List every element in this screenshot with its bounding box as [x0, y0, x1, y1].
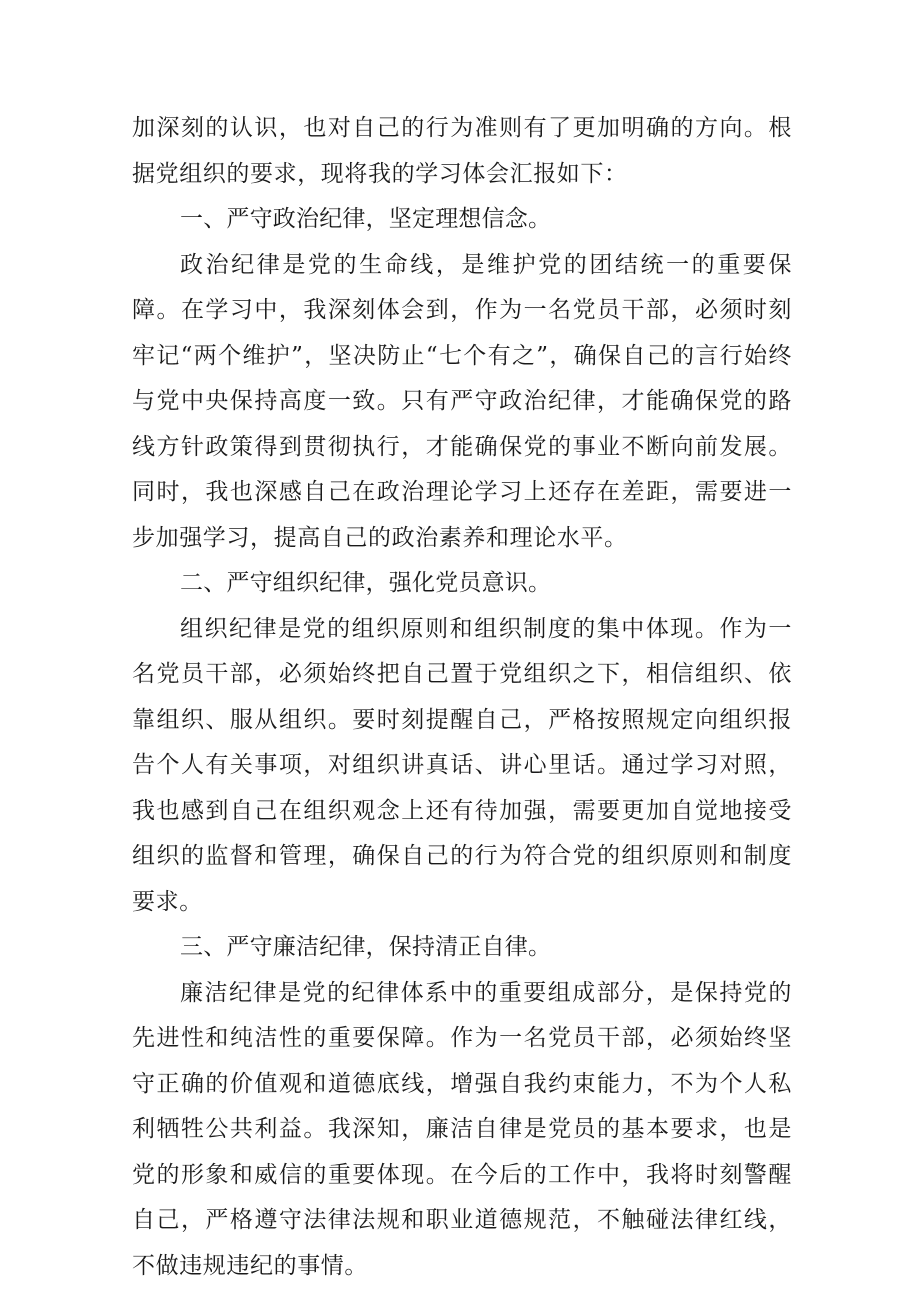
document-body [132, 106, 792, 1289]
section-paragraph-political: 政治纪律是党的生命线，是维护党的团结统一的重要保障。在学习中，我深刻体会到，作为一名党员干部，必须时刻牢记“两个维护”，坚决防止“七个有之”，确保自己的言行始终与党中央保持高度一致。只有严守政治纪律，才能确保党的路线方针政策得到贯彻执行，才能确保党的事业不断向前发展。同时，我也深感自己在政治理论学习上还存在差距，需要进一步加强学习，提高自己的政治素养和理论水平。 [132, 251, 792, 551]
section-paragraph-organizational: 组织纪律是党的组织原则和组织制度的集中体现。作为一名党员干部，必须始终把自己置于党组织之下，相信组织、依靠组织、服从组织。要时刻提醒自己，严格按照规定向组织报告个人有关事项，对组织讲真话、讲心里话。通过学习对照，我也感到自己在组织观念上还有待加强，需要更加自觉地接受组织的监督和管理，确保自己的行为符合党的组织原则和制度要求。 [132, 615, 792, 915]
section-paragraph-integrity: 廉洁纪律是党的纪律体系中的重要组成部分，是保持党的先进性和纯洁性的重要保障。作为一名党员干部，必须始终坚守正确的价值观和道德底线，增强自我约束能力，不为个人私利牺牲公共利益。我深知，廉洁自律是党员的基本要求，也是党的形象和威信的重要体现。在今后的工作中，我将时刻警醒自己，严格遵守法律法规和职业道德规范，不触碰法律红线，不做违规违纪的事情。 [132, 979, 792, 1279]
section-heading-organizational: 二、严守组织纪律，强化党员意识。 [180, 570, 552, 596]
section-heading-integrity: 三、严守廉洁纪律，保持清正自律。 [180, 934, 552, 960]
section-heading-political: 一、严守政治纪律，坚定理想信念。 [180, 206, 552, 232]
intro-paragraph: 加深刻的认识，也对自己的行为准则有了更加明确的方向。根据党组织的要求，现将我的学习体会汇报如下： [132, 115, 792, 187]
